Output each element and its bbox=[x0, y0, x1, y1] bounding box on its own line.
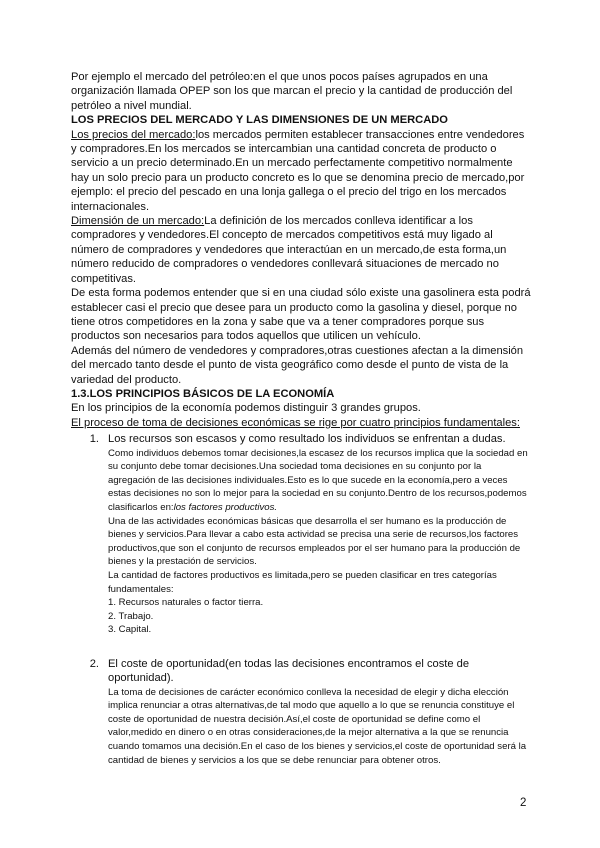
label-dimension-mercado: Dimensión de un mercado: bbox=[71, 215, 205, 228]
paragraph-proceso-decisiones: El proceso de toma de decisiones económicas se rige por cuatro principios fundamentales: bbox=[71, 416, 520, 429]
label-precios-mercado: Los precios del mercado: bbox=[71, 128, 196, 141]
intro-paragraph: Por ejemplo el mercado del petróleo:en el que unos pocos países agrupados en una organización llamada OPEP son los que marcan el precio y la cantidad de producción del petróleo a nivel mundial. bbox=[71, 71, 513, 112]
item-text: La toma de decisiones de carácter económico conlleva la necesidad de elegir y dicha elección implica renunciar a otras alternativas,de tal modo que aquello a lo que se renuncia constituye el coste de oportunidad de nuestra decisión.Así,el coste de oportunidad se define como el valor,medido en dinero o en otras consideraciones,de la mejor alternativa a la que se renuncia cuando tomamos una decisión.En el caso de los bienes y servicios,el coste de oportunidad será la cantidad de bienes y servicios a los que se debe renunciar para obtener otros. bbox=[108, 686, 527, 766]
paragraph-dimension bbox=[71, 214, 531, 286]
text-precios-mercado: los mercados permiten establecer transacciones entre vendedores y compradores.En los mercados se intercambian una cantidad concreta de producto o servicio a un precio determinado.En un mercado perfectamente competitivo normalmente hay un solo precio para un producto concreto es lo que se denomina precio de mercado,por ejemplo: el precio del pescado en una lonja gallega o el precio del trigo en los mercados internacionales. bbox=[71, 128, 525, 213]
item-text-main: Como individuos debemos tomar decisiones,la escasez de los recursos implica que la sociedad en su conjunto debe tomar decisiones.Una sociedad toma decisiones en su conjunto por la agregación de las decisiones individuales.Esto es lo que sucede en la economía,pero a veces estas decisiones no son lo mejor para la sociedad en su conjunto.Dentro de los recursos,podemos clasificarlos en: bbox=[108, 447, 528, 513]
list-number: 2. bbox=[89, 657, 99, 670]
item-text-italic: los factores productivos. bbox=[173, 501, 278, 513]
list-item-body bbox=[108, 432, 531, 655]
page-content bbox=[71, 70, 531, 767]
page-number: 2 bbox=[520, 797, 527, 809]
list-item-body bbox=[108, 657, 531, 767]
list-item-coste-oportunidad bbox=[71, 657, 531, 767]
sublist-item: 2. Trabajo. bbox=[108, 610, 154, 622]
list-item-recursos-escasos bbox=[71, 432, 531, 655]
principles-list bbox=[71, 432, 531, 767]
paragraph-grupos: En los principios de la economía podemos distinguir 3 grandes grupos. bbox=[71, 402, 421, 415]
section-title-precios: LOS PRECIOS DEL MERCADO Y LAS DIMENSIONES DE UN MERCADO bbox=[71, 114, 448, 127]
item-heading: El coste de oportunidad(en todas las decisiones encontramos el coste de oportunidad). bbox=[108, 657, 470, 685]
item-text-cantidad: La cantidad de factores productivos es limitada,pero se pueden clasificar en tres categorías fundamentales: bbox=[108, 569, 497, 595]
item-heading: Los recursos son escasos y como resultado los individuos se enfrentan a dudas. bbox=[108, 433, 506, 446]
sublist-item: 3. Capital. bbox=[108, 624, 152, 636]
text-dimension-mercado: La definición de los mercados conlleva identificar a los compradores y vendedores.El concepto de mercados competitivos está muy ligado al número de compradores y vendedores que interactúan en un mercado,de esta forma,un número reducido de compradores o vendedores conllevará situaciones de mercado no competitivas. bbox=[71, 215, 507, 285]
item-text-actividades: Una de las actividades económicas básicas que desarrolla el ser humano es la producción de bienes y servicios.Para llevar a cabo esta actividad se precisa una serie de recursos,los factores productivos,que son el conjunto de recursos empleados por el ser humano para la producción de bienes y la prestación de servicios. bbox=[108, 515, 521, 568]
sublist-item: 1. Recursos naturales o factor tierra. bbox=[108, 597, 264, 609]
paragraph-precios bbox=[71, 128, 531, 214]
paragraph-dimension-geografica: Además del número de vendedores y compradores,otras cuestiones afectan a la dimensión del mercado tanto desde el punto de vista geográfico como desde el punto de vista de la variedad del producto. bbox=[71, 344, 524, 386]
item-text bbox=[108, 447, 531, 515]
paragraph-gasolinera: De esta forma podemos entender que si en una ciudad sólo existe una gasolinera esta podrá establecer casi el precio que desee para un producto como la gasolina y diesel, porque no tiene otros competidores en la zona y sabe que va a tener compradores porque sus productos son necesarios para todos aquellos que utilicen un vehículo. bbox=[71, 287, 531, 343]
section-title-principios: 1.3.LOS PRINCIPIOS BÁSICOS DE LA ECONOMÍA bbox=[71, 387, 335, 400]
list-number: 1. bbox=[89, 433, 99, 446]
